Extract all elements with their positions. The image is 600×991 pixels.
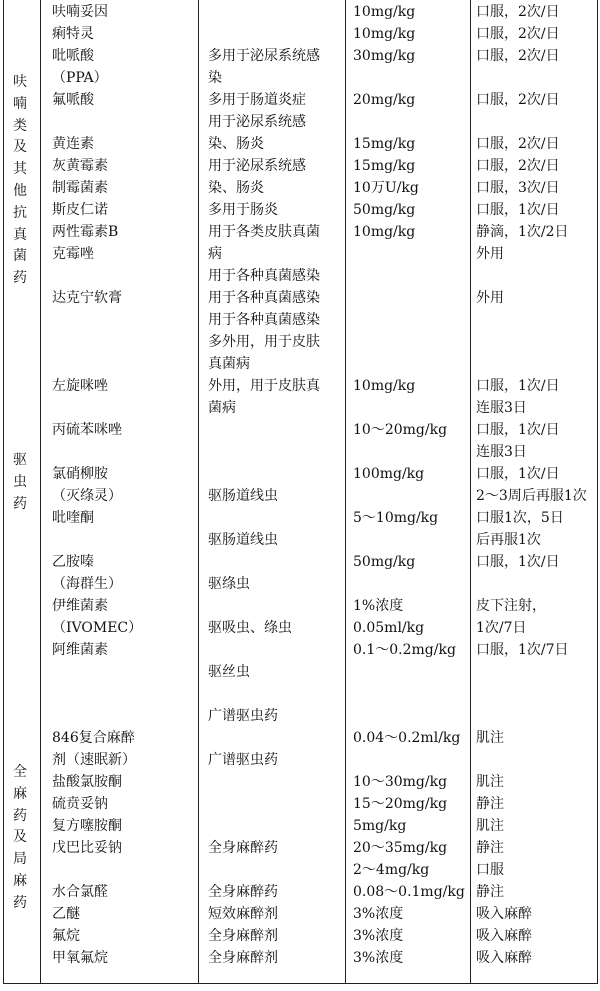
- dosage-cell: 20mg/kg: [353, 92, 416, 108]
- drug-name-cell: 复方噻胺酮: [52, 818, 122, 834]
- dosage-cell: 10～20mg/kg: [353, 422, 448, 438]
- administration-cell: 口服1次，5日: [476, 510, 564, 526]
- administration-cell: 外用: [476, 246, 504, 262]
- dosage-cell: 3%浓度: [353, 950, 404, 966]
- administration-cell: 静注: [476, 796, 504, 812]
- dosage-cell: 10万U/kg: [353, 180, 419, 196]
- indication-cell: 用于各种真菌感染: [208, 290, 320, 306]
- drug-name-cell: 氟烷: [52, 928, 80, 944]
- drug-name-cell: 盐酸氯胺酮: [52, 774, 122, 790]
- dosage-cell: 0.08～0.1mg/kg: [353, 884, 465, 900]
- indication-cell: 用于各种真菌感染: [208, 312, 320, 328]
- dosage-cell: 100mg/kg: [353, 466, 425, 482]
- administration-cell: 连服3日: [476, 444, 527, 460]
- drug-name-cell: （灭绦灵）: [52, 488, 122, 504]
- administration-cell: 口服，1次/日: [476, 466, 560, 482]
- administration-cell: 口服，2次/日: [476, 48, 560, 64]
- drug-name-cell: （海群生）: [52, 576, 122, 592]
- administration-cell: 口服，2次/日: [476, 26, 560, 42]
- administration-cell: 口服，2次/日: [476, 158, 560, 174]
- administration-cell: 吸入麻醉: [476, 906, 532, 922]
- indication-cell: 驱肠道线虫: [208, 488, 278, 504]
- drug-name-cell: 斯皮仁诺: [52, 202, 108, 218]
- drug-name-cell: 氟哌酸: [52, 92, 94, 108]
- indication-cell: 染: [208, 70, 222, 86]
- column-divider-3: [345, 0, 346, 984]
- dosage-cell: 5mg/kg: [353, 818, 407, 834]
- administration-cell: 2～3周后再服1次: [476, 488, 587, 504]
- indication-cell: 菌病: [208, 400, 236, 416]
- administration-cell: 吸入麻醉: [476, 950, 532, 966]
- indication-cell: 用于泌尿系统感: [208, 114, 306, 130]
- dosage-cell: 50mg/kg: [353, 554, 416, 570]
- administration-cell: 1次/7日: [476, 620, 527, 636]
- dosage-cell: 20～35mg/kg: [353, 840, 448, 856]
- indication-cell: 驱肠道线虫: [208, 532, 278, 548]
- administration-cell: 口服，2次/日: [476, 92, 560, 108]
- indication-cell: 用于泌尿系统感: [208, 158, 306, 174]
- drug-name-cell: 氯硝柳胺: [52, 466, 108, 482]
- administration-cell: 口服，2次/日: [476, 4, 560, 20]
- drug-name-cell: 吡喹酮: [52, 510, 94, 526]
- indication-cell: 全身麻醉药: [208, 884, 278, 900]
- drug-name-cell: 克霉唑: [52, 246, 94, 262]
- administration-cell: 后再服1次: [476, 532, 541, 548]
- administration-cell: 肌注: [476, 774, 504, 790]
- indication-cell: 染、肠炎: [208, 136, 264, 152]
- dosage-cell: 0.05ml/kg: [353, 620, 425, 636]
- administration-cell: 皮下注射，: [476, 598, 546, 614]
- dosage-cell: 10mg/kg: [353, 224, 416, 240]
- dosage-cell: 30mg/kg: [353, 48, 416, 64]
- drug-name-cell: 左旋咪唑: [52, 378, 108, 394]
- drug-name-cell: 846复合麻醉: [52, 730, 135, 746]
- indication-cell: 多用于泌尿系统感: [208, 48, 320, 64]
- dosage-cell: 10mg/kg: [353, 378, 416, 394]
- indication-cell: 驱吸虫、绦虫: [208, 620, 292, 636]
- drug-name-cell: 制霉菌素: [52, 180, 108, 196]
- administration-cell: 外用: [476, 290, 504, 306]
- dosage-cell: 15mg/kg: [353, 158, 416, 174]
- indication-cell: 广谱驱虫药: [208, 752, 278, 768]
- indication-cell: 病: [208, 246, 222, 262]
- dosage-cell: 5～10mg/kg: [353, 510, 439, 526]
- drug-name-cell: 伊维菌素: [52, 598, 108, 614]
- dosage-cell: 15～20mg/kg: [353, 796, 448, 812]
- administration-cell: 静注: [476, 840, 504, 856]
- administration-cell: 口服，3次/日: [476, 180, 560, 196]
- drug-name-cell: 痢特灵: [52, 26, 94, 42]
- administration-cell: 肌注: [476, 730, 504, 746]
- table-border-left: [3, 0, 4, 984]
- indication-cell: 广谱驱虫药: [208, 708, 278, 724]
- administration-cell: 口服，1次/日: [476, 378, 560, 394]
- indication-cell: 驱绦虫: [208, 576, 250, 592]
- dosage-cell: 3%浓度: [353, 928, 404, 944]
- column-divider-4: [470, 0, 471, 984]
- indication-cell: 用于各种真菌感染: [208, 268, 320, 284]
- drug-name-cell: 黄连素: [52, 136, 94, 152]
- column-divider-2: [198, 0, 199, 984]
- indication-cell: 多用于肠炎: [208, 202, 278, 218]
- drug-name-cell: 丙硫苯咪唑: [52, 422, 122, 438]
- drug-name-cell: （PPA）: [52, 70, 108, 86]
- drug-name-cell: 灰黄霉素: [52, 158, 108, 174]
- indication-cell: 短效麻醉剂: [208, 906, 278, 922]
- drug-name-cell: 硫贲妥钠: [52, 796, 108, 812]
- dosage-cell: 1%浓度: [353, 598, 404, 614]
- drug-name-cell: 戊巴比妥钠: [52, 840, 122, 856]
- dosage-cell: 3%浓度: [353, 906, 404, 922]
- drug-name-cell: 两性霉素B: [52, 224, 119, 240]
- indication-cell: 染、肠炎: [208, 180, 264, 196]
- administration-cell: 连服3日: [476, 400, 527, 416]
- table-border-bottom: [3, 983, 598, 984]
- administration-cell: 口服，1次/日: [476, 202, 560, 218]
- column-divider-1: [40, 0, 41, 984]
- drug-name-cell: 乙胺嗪: [52, 554, 94, 570]
- indication-cell: 驱丝虫: [208, 664, 250, 680]
- table-border-right: [597, 0, 598, 984]
- indication-cell: 全身麻醉药: [208, 840, 278, 856]
- drug-name-cell: （IVOMEC）: [52, 620, 143, 636]
- category-anthelmintic: 驱虫药: [13, 452, 27, 512]
- indication-cell: 外用，用于皮肤真: [208, 378, 320, 394]
- dosage-cell: 10mg/kg: [353, 4, 416, 20]
- dosage-cell: 50mg/kg: [353, 202, 416, 218]
- indication-cell: 全身麻醉剂: [208, 950, 278, 966]
- dosage-cell: 15mg/kg: [353, 136, 416, 152]
- dosage-cell: 0.04～0.2ml/kg: [353, 730, 461, 746]
- indication-cell: 真菌病: [208, 356, 250, 372]
- dosage-cell: 2～4mg/kg: [353, 862, 430, 878]
- indication-cell: 用于各类皮肤真菌: [208, 224, 320, 240]
- administration-cell: 口服: [476, 862, 504, 878]
- administration-cell: 口服，1次/日: [476, 554, 560, 570]
- administration-cell: 静注: [476, 884, 504, 900]
- indication-cell: 多外用，用于皮肤: [208, 334, 320, 350]
- dosage-cell: 0.1～0.2mg/kg: [353, 642, 456, 658]
- indication-cell: 多用于肠道炎症: [208, 92, 306, 108]
- drug-name-cell: 甲氧氟烷: [52, 950, 108, 966]
- drug-name-cell: 阿维菌素: [52, 642, 108, 658]
- administration-cell: 肌注: [476, 818, 504, 834]
- dosage-cell: 10mg/kg: [353, 26, 416, 42]
- category-antifungal: 呋喃类及其他抗真菌药: [13, 74, 27, 287]
- drug-name-cell: 水合氯醛: [52, 884, 108, 900]
- drug-name-cell: 达克宁软膏: [52, 290, 122, 306]
- drug-name-cell: 呋喃妥因: [52, 4, 108, 20]
- administration-cell: 口服，1次/7日: [476, 642, 569, 658]
- category-anesthetic: 全麻药及局麻药: [13, 764, 27, 911]
- administration-cell: 静滴，1次/2日: [476, 224, 569, 240]
- administration-cell: 吸入麻醉: [476, 928, 532, 944]
- dosage-cell: 10～30mg/kg: [353, 774, 448, 790]
- administration-cell: 口服，1次/日: [476, 422, 560, 438]
- drug-name-cell: 乙醚: [52, 906, 80, 922]
- administration-cell: 口服，2次/日: [476, 136, 560, 152]
- drug-name-cell: 吡哌酸: [52, 48, 94, 64]
- drug-name-cell: 剂（速眠新）: [52, 752, 136, 768]
- indication-cell: 全身麻醉剂: [208, 928, 278, 944]
